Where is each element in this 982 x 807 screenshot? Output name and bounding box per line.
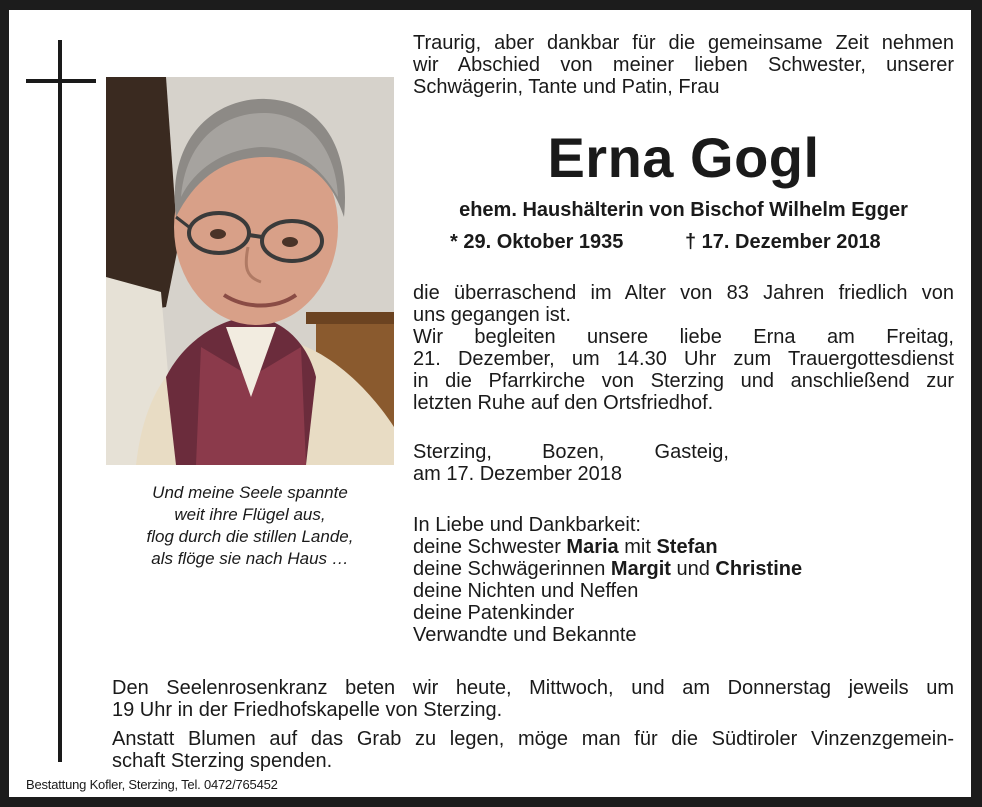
donation-line: schaft Sterzing spenden. bbox=[112, 750, 333, 772]
passing-line: 21. Dezember, um 14.30 Uhr zum Trauergottesdienst bbox=[413, 348, 954, 370]
place-date bbox=[413, 441, 729, 485]
family-godchildren: deine Patenkinder bbox=[413, 602, 575, 624]
family-relatives: Verwandte und Bekannte bbox=[413, 624, 637, 646]
place-line: Sterzing, Bozen, Gasteig, bbox=[413, 441, 729, 463]
poem-line: flog durch die stillen Lande, bbox=[146, 527, 354, 546]
poem-line: weit ihre Flügel aus, bbox=[174, 505, 326, 524]
rosary-line: Den Seelenrosenkranz beten wir heute, Mittwoch, und am Donnerstag jeweils um bbox=[112, 677, 954, 699]
family-sister: deine Schwester Maria mit Stefan bbox=[413, 536, 718, 558]
birth-date: * 29. Oktober 1935 bbox=[450, 231, 624, 253]
donation-line: Anstatt Blumen auf das Grab zu legen, möge man für die Südtiroler Vinzenzgemein- bbox=[112, 728, 954, 750]
family-inlaws: deine Schwägerinnen Margit und Christine bbox=[413, 558, 803, 580]
intro-line: Schwägerin, Tante und Patin, Frau bbox=[413, 76, 720, 98]
deceased-name: Erna Gogl bbox=[547, 126, 820, 189]
passing-line: in die Pfarrkirche von Sterzing und anschließend zur bbox=[413, 370, 954, 392]
intro-line: Traurig, aber dankbar für die gemeinsame Zeit nehmen bbox=[413, 32, 954, 54]
poem bbox=[106, 482, 394, 570]
donation-text bbox=[112, 728, 954, 772]
undertaker-credit: Bestattung Kofler, Sterzing, Tel. 0472/765452 bbox=[26, 777, 278, 792]
intro-line: wir Abschied von meiner lieben Schwester, unserer bbox=[413, 54, 954, 76]
portrait-photo bbox=[106, 77, 394, 465]
cross-icon bbox=[58, 40, 62, 762]
rosary-line: 19 Uhr in der Friedhofskapelle von Sterzing. bbox=[112, 699, 503, 721]
family-nieces: deine Nichten und Neffen bbox=[413, 580, 639, 602]
passing-line: die überraschend im Alter von 83 Jahren friedlich von bbox=[413, 282, 954, 304]
rosary-text bbox=[112, 677, 954, 721]
place-line: am 17. Dezember 2018 bbox=[413, 463, 623, 485]
poem-line: als flöge sie nach Haus … bbox=[151, 549, 349, 568]
intro-text bbox=[413, 32, 954, 98]
occupation: ehem. Haushälterin von Bischof Wilhelm Egger bbox=[459, 199, 908, 221]
passing-text bbox=[413, 282, 954, 414]
passing-line: uns gegangen ist. bbox=[413, 304, 571, 326]
family-list bbox=[413, 514, 954, 646]
cross-icon-bar bbox=[26, 79, 96, 83]
passing-line: Wir begleiten unsere liebe Erna am Freitag, bbox=[413, 326, 954, 348]
family-heading: In Liebe und Dankbarkeit: bbox=[413, 514, 641, 536]
poem-line: Und meine Seele spannte bbox=[152, 483, 348, 502]
passing-line: letzten Ruhe auf den Ortsfriedhof. bbox=[413, 392, 714, 414]
death-date: † 17. Dezember 2018 bbox=[685, 231, 881, 253]
